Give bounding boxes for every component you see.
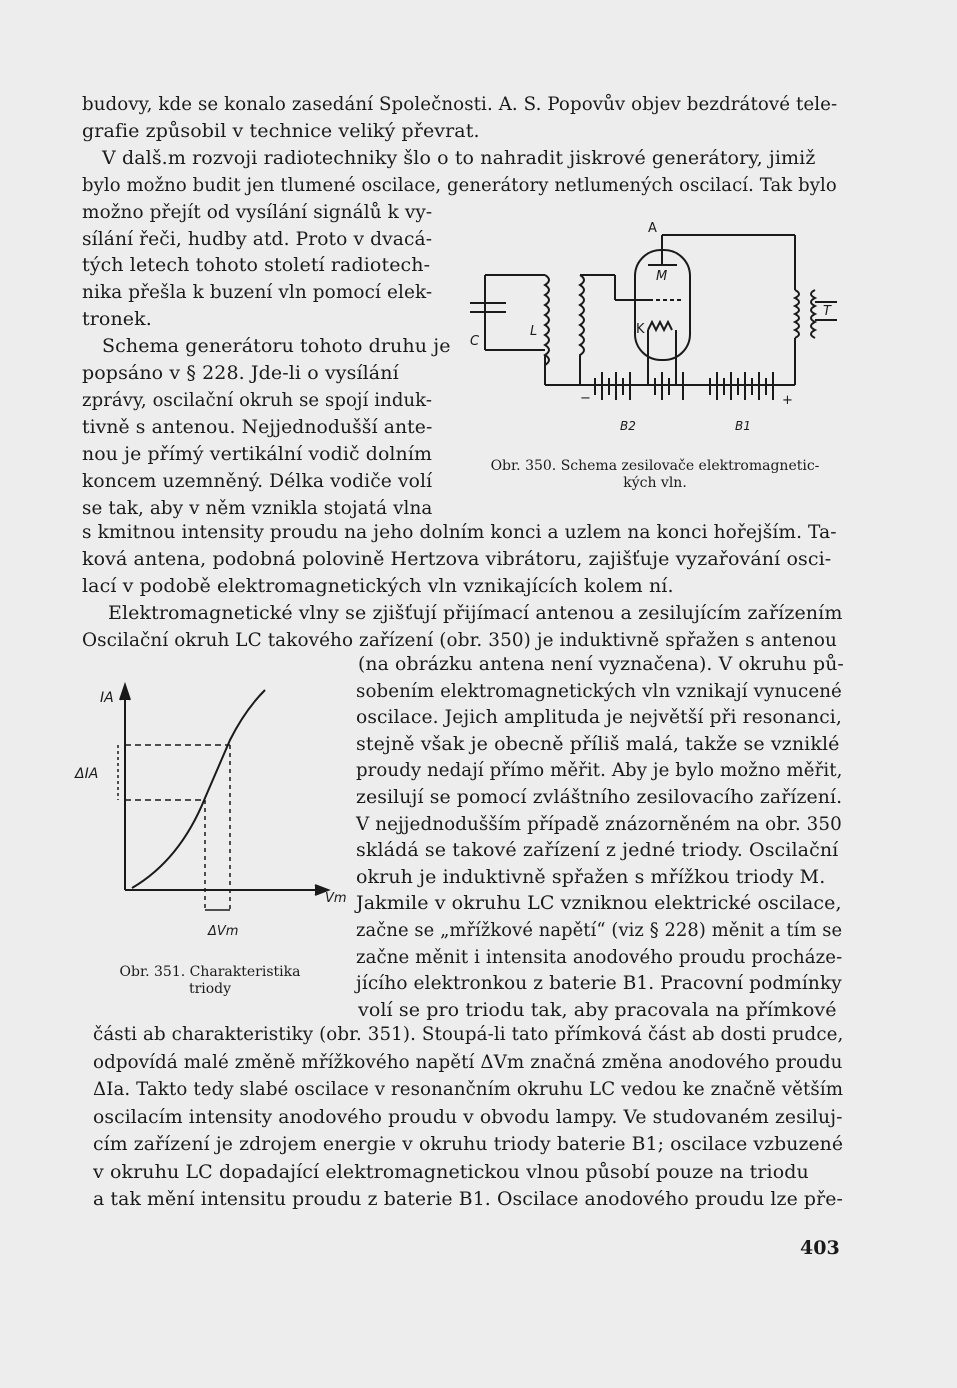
page-number: 403 <box>800 1237 840 1259</box>
label-B2: B2 <box>620 419 636 433</box>
text-line: části ab charakteristiky (obr. 351). Stoupá-li tato přímková část ab dosti prudce, <box>93 1023 844 1045</box>
text-line: V dalš.m rozvoji radiotechniky šlo o to nahradit jiskrové generátory, jimiž <box>102 146 816 169</box>
text-line: grafie způsobil v technice veliký převrat. <box>82 119 480 142</box>
text-line: ΔIa. Takto tedy slabé oscilace v resonančním okruhu LC vedou ke značně větším <box>93 1078 844 1100</box>
text-line: možno přejít od vysílání signálů k vy- <box>82 200 433 223</box>
text-line: zprávy, oscilační okruh se spojí induk- <box>82 388 433 411</box>
figure-351-graph <box>70 680 350 945</box>
text-line: Schema generátoru tohoto druhu je <box>102 335 451 358</box>
text-line: začne se „mřížkové napětí“ (viz § 228) měnit a tím se <box>356 919 843 941</box>
figure-351-caption: Obr. 351. Charakteristika triody <box>119 964 301 997</box>
text-line: okruh je induktivně spřažen s mřížkou triody M. <box>356 865 826 888</box>
text-line: stejně však je obecně příliš malá, takže se vzniklé <box>356 732 840 755</box>
text-line: sobením elektromagnetických vln vznikají vynucené <box>356 679 842 702</box>
text-line: budovy, kde se konalo zasedání Společnosti. A. S. Popovův objev bezdrátové tele- <box>82 93 838 115</box>
text-line: nou je přímý vertikální vodič dolním <box>82 442 432 465</box>
text-line: V nejjednodušším případě znázorněném na obr. 350 <box>356 812 842 835</box>
text-line: zesilují se pomocí zvláštního zesilovacího zařízení. <box>356 786 843 808</box>
text-line: tronek. <box>82 308 152 331</box>
text-line: tých letech tohoto století radiotech- <box>82 254 431 277</box>
text-line: (na obrázku antena není vyznačena). V okruhu pů- <box>358 653 844 675</box>
text-line: se tak, aby v něm vznikla stojatá vlna <box>82 496 433 519</box>
text-line: oscilacím intensity anodového proudu v obvodu lampy. Ve studovaném zesiluj- <box>93 1105 843 1128</box>
figure-350-circuit <box>470 220 850 440</box>
label-minus: − <box>580 391 591 406</box>
text-line: volí se pro triodu tak, aby pracovala na přímkové <box>358 998 837 1021</box>
text-line: popsáno v § 228. Jde-li o vysílání <box>82 362 399 384</box>
text-line: odpovídá malé změně mřížkového napětí ΔVm značná změna anodového proudu <box>93 1050 843 1073</box>
text-line: lací v podobě elektromagnetických vln vznikajících kolem ní. <box>82 575 674 598</box>
label-IA: IA <box>100 690 114 706</box>
label-C: C <box>470 334 480 349</box>
text-line: Elektromagnetické vlny se zjišťují přijímací antenou a zesilujícím zařízením <box>108 602 843 625</box>
text-line: Jakmile v okruhu LC vzniknou elektrické oscilace, <box>356 892 842 915</box>
text-line: začne měnit i intensita anodového proudu procháze- <box>356 945 843 968</box>
label-B1: B1 <box>735 419 751 433</box>
text-line: sílání řeči, hudby atd. Proto v dvacá- <box>82 227 433 250</box>
text-line: oscilace. Jejich amplituda je největší při resonanci, <box>356 706 842 729</box>
text-line: tivně s antenou. Nejjednodušší ante- <box>82 415 433 438</box>
label-K: K <box>636 322 645 337</box>
text-line: proudy nedají přímo měřit. Aby je bylo možno měřit, <box>356 759 843 782</box>
label-T: T <box>823 304 831 319</box>
label-dIA: ΔIA <box>75 766 99 782</box>
figure-350-caption: Obr. 350. Schema zesilovače elektromagnetic- kých vln. <box>490 458 820 491</box>
text-line: a tak mění intensitu proudu z baterie B1. Oscilace anodového proudu lze pře- <box>93 1188 843 1210</box>
label-A: A <box>648 221 657 236</box>
label-L: L <box>530 324 538 339</box>
label-dVm: ΔVm <box>208 924 239 939</box>
text-line: bylo možno budit jen tlumené oscilace, generátory netlumených oscilací. Tak bylo <box>82 173 837 196</box>
text-line: Oscilační okruh LC takového zařízení (obr. 350) je induktivně spřažen s antenou <box>82 629 837 651</box>
text-line: skládá se takové zařízení z jedné triody. Oscilační <box>356 839 839 862</box>
text-line: cím zařízení je zdrojem energie v okruhu triody baterie B1; oscilace vzbuzené <box>93 1133 844 1155</box>
label-M: M <box>656 269 668 284</box>
text-line: jícího elektronkou z baterie B1. Pracovní podmínky <box>356 972 842 995</box>
text-line: ková antena, podobná polovině Hertzova vibrátoru, zajišťuje vyzařování osci- <box>82 548 832 571</box>
text-line: v okruhu LC dopadající elektromagnetickou vlnou působí pouze na triodu <box>93 1160 809 1183</box>
text-line: s kmitnou intensity proudu na jeho dolním konci a uzlem na konci hořejším. Ta- <box>82 521 837 544</box>
text-line: nika přešla k buzení vln pomocí elek- <box>82 281 433 304</box>
label-Vm: Vm <box>325 891 347 906</box>
label-plus: + <box>782 393 793 408</box>
text-line: koncem uzemněný. Délka vodiče volí <box>82 469 433 492</box>
